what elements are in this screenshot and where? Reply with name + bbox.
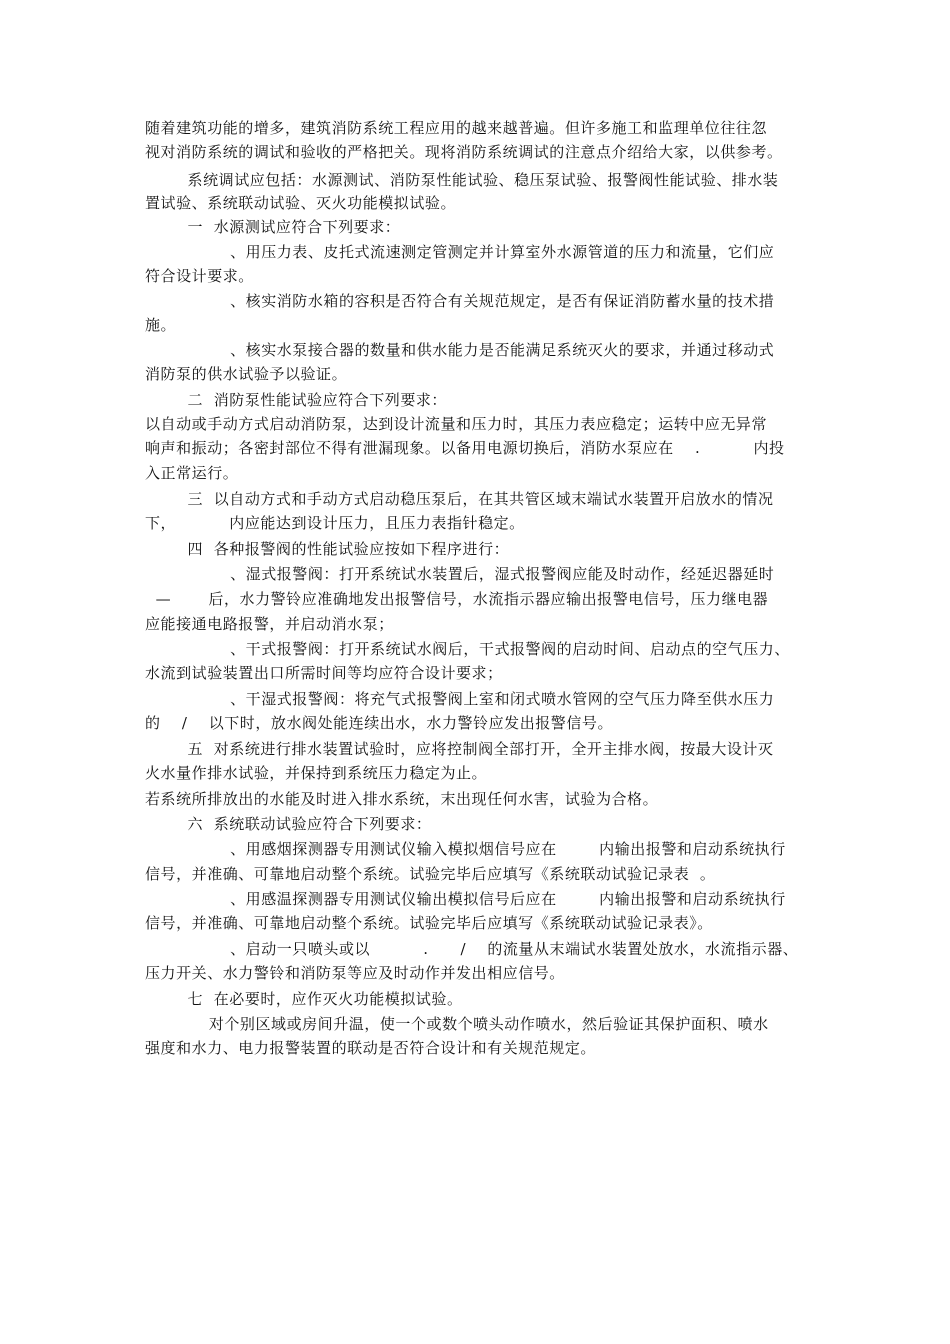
- text-line: 系统调试应包括：水源测试、消防泵性能试验、稳压泵试验、报警阀性能试验、排水装: [145, 171, 779, 189]
- section-heading: 六 系统联动试验应符合下列要求：: [145, 815, 432, 833]
- text-line: 、用感温探测器专用测试仪输出模拟信号后应在 内输出报警和启动系统执行: [145, 890, 786, 908]
- text-line: 压力开关、水力警铃和消防泵等应及时动作并发出相应信号。: [145, 964, 565, 982]
- section-heading: 三 以自动方式和手动方式启动稳压泵后，在其共管区域末端试水装置开启放水的情况: [145, 490, 774, 508]
- section-heading: 一 水源测试应符合下列要求：: [145, 218, 401, 236]
- section-heading: 二 消防泵性能试验应符合下列要求：: [145, 391, 447, 409]
- text-line: 、核实水泵接合器的数量和供水能力是否能满足系统灭火的要求，并通过移动式: [145, 341, 775, 359]
- text-line: 施。: [145, 316, 177, 334]
- section-heading: 七 在必要时，应作灭火功能模拟试验。: [145, 990, 463, 1008]
- text-line: 若系统所排放出的水能及时进入排水系统，末出现任何水害，试验为合格。: [145, 790, 659, 808]
- text-line: 符合设计要求。: [145, 267, 254, 285]
- text-line: 强度和水力、电力报警装置的联动是否符合设计和有关规范规定。: [145, 1039, 596, 1057]
- text-line: 视对消防系统的调试和验收的严格把关。现将消防系统调试的注意点介绍给大家，以供参考。: [145, 143, 783, 161]
- text-line: 入正常运行。: [145, 464, 239, 482]
- text-line: 置试验、系统联动试验、灭火功能模拟试验。: [145, 194, 457, 212]
- text-line: 随着建筑功能的增多，建筑消防系统工程应用的越来越普遍。但许多施工和监理单位往往忽: [145, 119, 768, 137]
- text-line: 响声和振动；各密封部位不得有泄漏现象。以备用电源切换后，消防水泵应在 . 内投: [145, 439, 785, 457]
- text-line: 火水量作排水试验，并保持到系统压力稳定为止。: [145, 764, 488, 782]
- text-line: 的 / 以下时，放水阀处能连续出水，水力警铃应发出报警信号。: [145, 714, 614, 732]
- text-line: 、干式报警阀：打开系统试水阀后，干式报警阀的启动时间、启动点的空气压力、: [145, 640, 790, 658]
- text-line: 以自动或手动方式启动消防泵，达到设计流量和压力时，其压力表应稳定；运转中应无异常: [145, 415, 768, 433]
- text-line: 应能接通电路报警，并启动消水泵；: [145, 615, 394, 633]
- text-line: 信号，并准确、可靠地启动整个系统。试验完毕后应填写《系统联动试验记录表 。: [145, 865, 716, 883]
- text-line: 、湿式报警阀：打开系统试水装置后，湿式报警阀应能及时动作，经延迟器延时: [145, 565, 775, 583]
- text-line: 、核实消防水箱的容积是否符合有关规范规定，是否有保证消防蓄水量的技术措: [145, 292, 775, 310]
- text-line: 消防泵的供水试验予以验证。: [145, 365, 348, 383]
- text-line: 、用压力表、皮托式流速测定管测定并计算室外水源管道的压力和流量，它们应: [145, 243, 775, 261]
- text-line: 、启动一只喷头或以 . / 的流量从末端试水装置处放水，水流指示器、: [145, 940, 799, 958]
- text-line: 信号，并准确、可靠地启动整个系统。试验完毕后应填写《系统联动试验记录表》。: [145, 914, 713, 932]
- text-line: 、用感烟探测器专用测试仪输入模拟烟信号应在 内输出报警和启动系统执行: [145, 840, 786, 858]
- section-heading: 五 对系统进行排水装置试验时，应将控制阀全部打开，全开主排水阀，按最大设计灭: [145, 740, 774, 758]
- text-line: 水流到试验装置出口所需时间等均应符合设计要求；: [145, 664, 503, 682]
- text-line: 下， 内应能达到设计压力，且压力表指针稳定。: [145, 514, 525, 532]
- text-line: 对个别区域或房间升温，使一个或数个喷头动作喷水，然后验证其保护面积、喷水: [145, 1015, 769, 1033]
- text-line: 、干湿式报警阀：将充气式报警阀上室和闭式喷水管网的空气压力降至供水压力: [145, 690, 775, 708]
- text-line: — 后，水力警铃应准确地发出报警信号，水流指示器应输出报警电信号，压力继电器: [145, 590, 769, 608]
- section-heading: 四 各种报警阀的性能试验应按如下程序进行：: [145, 540, 510, 558]
